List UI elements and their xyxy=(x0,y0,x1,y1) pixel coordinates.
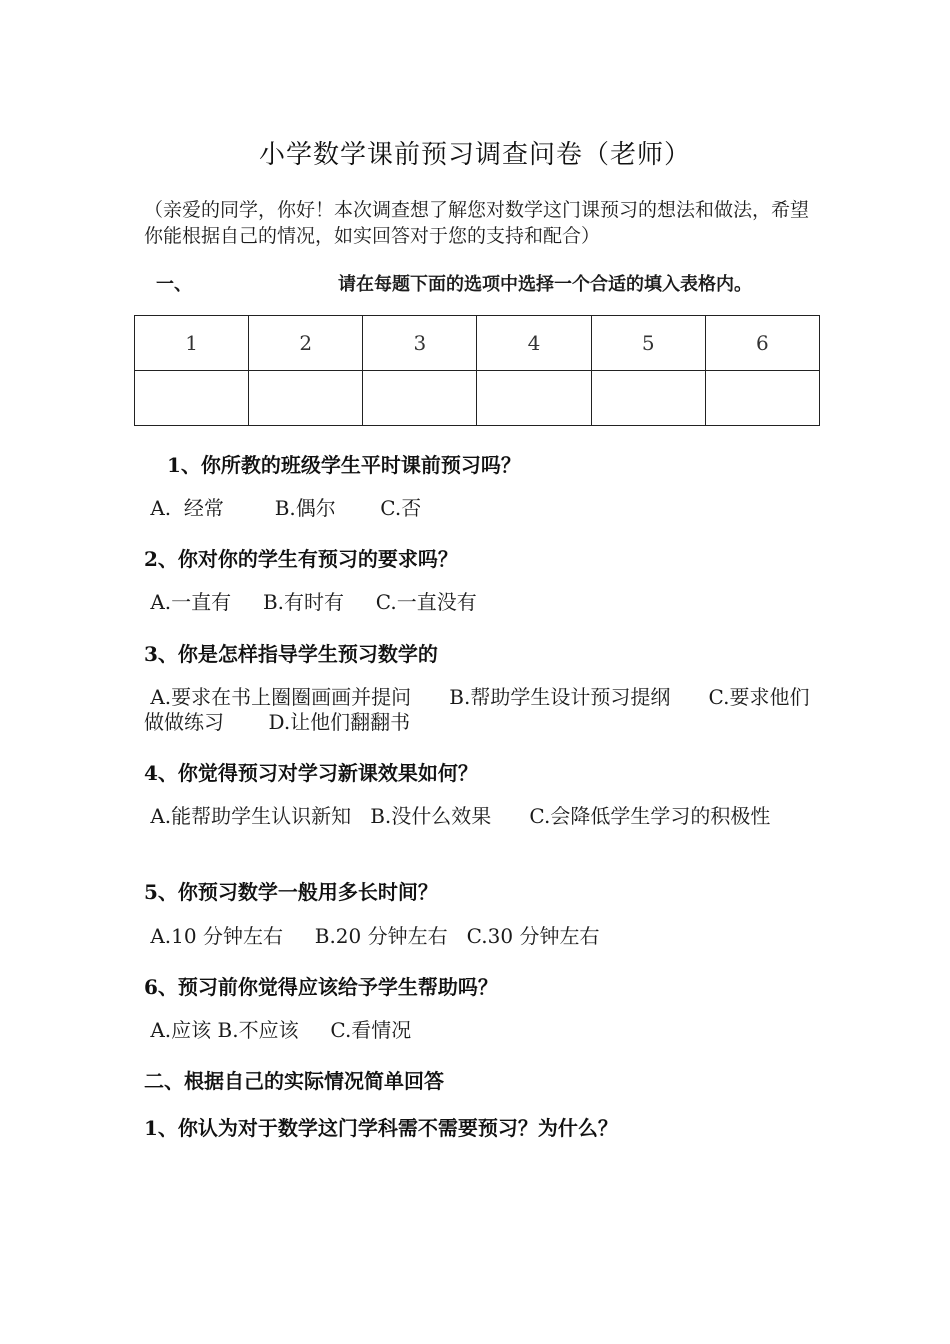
answer-cell[interactable] xyxy=(477,371,591,426)
answer-table-header-cell: 4 xyxy=(477,316,591,371)
answer-cell[interactable] xyxy=(705,371,819,426)
question-2: 2、你对你的学生有预习的要求吗？ xyxy=(144,547,458,571)
answer-table-header-cell: 2 xyxy=(249,316,363,371)
answer-table-header-cell: 3 xyxy=(363,316,477,371)
answer-cell[interactable] xyxy=(135,371,249,426)
question-5: 5、你预习数学一般用多长时间？ xyxy=(144,880,438,904)
question-3-options: A.要求在书上圈圈画画并提问 B.帮助学生设计预习提纲 C.要求他们做做练习 D.让他们翻翻书 xyxy=(144,685,810,734)
page-title: 小学数学课前预习调查问卷（老师） xyxy=(258,140,691,170)
answer-table-answer-row xyxy=(135,371,820,426)
answer-cell[interactable] xyxy=(591,371,705,426)
section-one-instruction: 请在每题下面的选项中选择一个合适的填入表格内。 xyxy=(338,274,752,295)
question-4: 4、你觉得预习对学习新课效果如何？ xyxy=(144,761,478,785)
question-4-options: A.能帮助学生认识新知 B.没什么效果 C.会降低学生学习的积极性 xyxy=(144,804,771,828)
answer-table-header-cell: 1 xyxy=(135,316,249,371)
question-5-options: A.10 分钟左右 B.20 分钟左右 C.30 分钟左右 xyxy=(144,924,600,948)
answer-cell[interactable] xyxy=(363,371,477,426)
answer-table-header-cell: 5 xyxy=(591,316,705,371)
answer-cell[interactable] xyxy=(249,371,363,426)
answer-table-header-cell: 6 xyxy=(705,316,819,371)
answer-table xyxy=(134,315,820,426)
question-1: 1、你所教的班级学生平时课前预习吗？ xyxy=(167,453,521,477)
section-two-question-1: 1、你认为对于数学这门学科需不需要预习？为什么？ xyxy=(144,1116,618,1140)
question-6-options: A.应该 B.不应该 C.看情况 xyxy=(144,1018,412,1042)
section-two-heading: 二、根据自己的实际情况简单回答 xyxy=(144,1069,444,1093)
question-1-options: A. 经常 B.偶尔 C.否 xyxy=(144,496,422,520)
section-one-number: 一、 xyxy=(156,274,192,295)
question-2-options: A.一直有 B.有时有 C.一直没有 xyxy=(144,590,477,614)
question-3: 3、你是怎样指导学生预习数学的 xyxy=(144,642,438,666)
answer-table-header-row xyxy=(135,316,820,371)
intro-paragraph: （亲爱的同学，你好！本次调查想了解您对数学这门课预习的想法和做法，希望你能根据自己的情况，如实回答对于您的支持和配合） xyxy=(144,199,810,247)
question-6: 6、预习前你觉得应该给予学生帮助吗？ xyxy=(144,975,498,999)
